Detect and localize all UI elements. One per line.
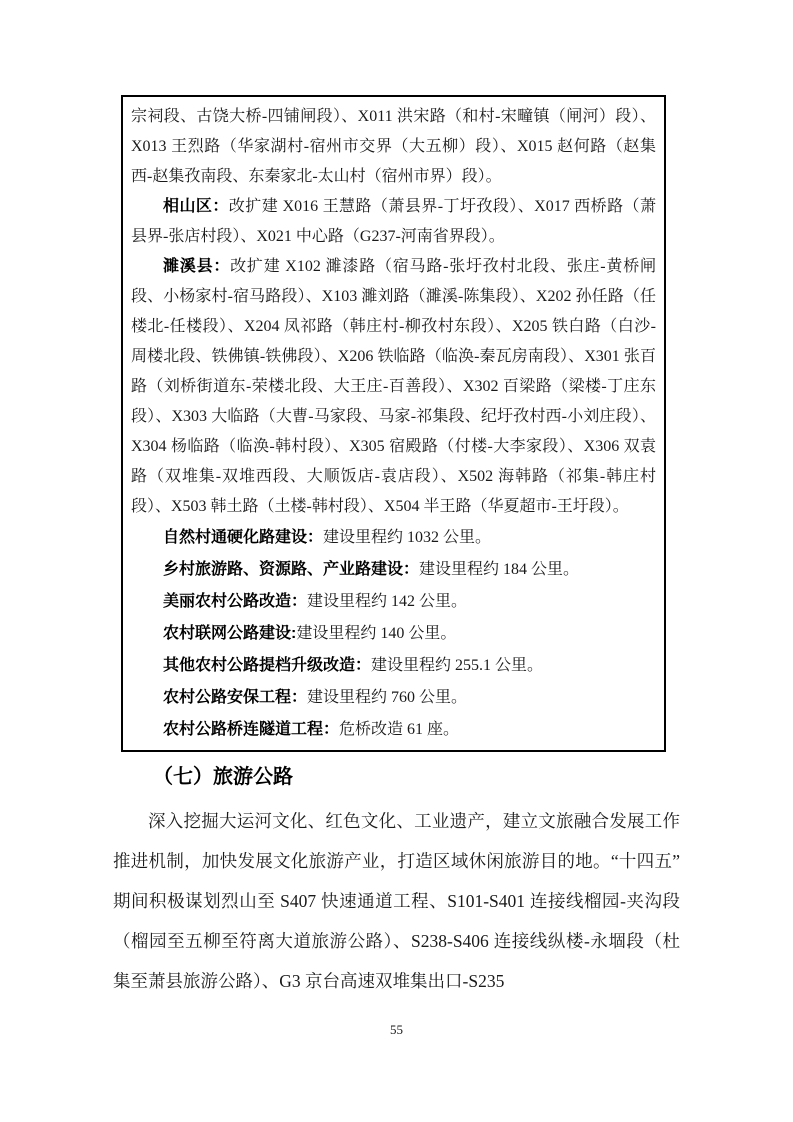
stat-label: 美丽农村公路改造： <box>163 593 308 610</box>
xiangshan-district-text: 改扩建 X016 王慧路（萧县界-丁圩孜段）、X017 西桥路（萧县界-张店村段）、X021 中心路（G237-河南省界段）。 <box>131 198 656 245</box>
suixi-county-label: 濉溪县： <box>163 258 231 275</box>
stat-rural-road-safety-project <box>131 682 656 714</box>
stat-natural-village-hardened-road <box>131 522 656 554</box>
stat-value: 建设里程约 142 公里。 <box>307 593 468 610</box>
stat-rural-network-road-construction <box>131 618 656 650</box>
paragraph-xiangshan-district <box>131 192 656 252</box>
stat-rural-road-bridge-tunnel-project <box>131 714 656 746</box>
stat-label: 自然村通硬化路建设： <box>163 529 324 546</box>
stat-label: 农村联网公路建设: <box>163 625 297 642</box>
paragraph-suixi-county <box>131 252 656 522</box>
section-heading-tourism-roads: （七）旅游公路 <box>153 766 293 788</box>
stat-value: 建设里程约 255.1 公里。 <box>371 657 544 674</box>
rural-roads-box <box>121 95 666 752</box>
stat-label: 乡村旅游路、资源路、产业路建设： <box>163 561 420 578</box>
xiangshan-district-label: 相山区： <box>163 198 229 215</box>
page-number: 55 <box>390 1022 403 1037</box>
stat-value: 建设里程约 184 公里。 <box>419 561 580 578</box>
stat-label: 农村公路安保工程： <box>163 689 308 706</box>
stat-rural-tourism-resource-industry-roads <box>131 554 656 586</box>
paragraph-county-roads-continuation: 宗祠段、古饶大桥-四铺闸段）、X011 洪宋路（和村-宋疃镇（闸河）段）、X013 王烈路（华家湖村-宿州市交界（大五柳）段）、X015 赵何路（赵集西-赵集孜南段、东秦家北-太山村（宿州市界）段）。 <box>131 108 656 185</box>
stat-value: 建设里程约 760 公里。 <box>307 689 468 706</box>
suixi-county-text: 改扩建 X102 濉漆路（宿马路-张圩孜村北段、张庄-黄桥闸段、小杨家村-宿马路段）、X103 濉刘路（濉溪-陈集段）、X202 孙任路（任楼北-任楼段）、X204 凤祁路（韩庄村-柳孜村东段）、X205 铁白路（白沙-周楼北段、铁佛镇-铁佛段）、X206 铁临路（临涣-秦瓦房南段）、X301 张百路（刘桥街道东-荣楼北段、大王庄-百善段）、X302 百梁路（梁楼-丁庄东段）、X303 大临路（大曹-马家段、马家-祁集段、纪圩孜村西-小刘庄段）、X304 杨临路（临涣-韩村段）、X305 宿殿路（付楼-大李家段）、X306 双袁路（双堆集-双堆西段、大顺饭店-袁店段）、X502 海韩路（祁集-韩庄村段）、X503 韩土路（土楼-韩村段）、X504 半王路（华夏超市-王圩段）。 <box>131 258 656 515</box>
paragraph-tourism-roads: 深入挖掘大运河文化、红色文化、工业遗产，建立文旅融合发展工作推进机制，加快发展文化旅游产业，打造区域休闲旅游目的地。“十四五”期间积极谋划烈山至 S407 快速通道工程、S101-S401 连接线榴园-夹沟段（榴园至五柳至符离大道旅游公路）、S238-S406 连接线纵楼-永堌段（杜集至萧县旅游公路）、G3 京台高速双堆集出口-S235 <box>113 811 680 991</box>
stat-other-rural-road-upgrades <box>131 650 656 682</box>
stat-label: 农村公路桥连隧道工程： <box>163 721 340 738</box>
stat-value: 建设里程约 1032 公里。 <box>323 529 492 546</box>
stat-value: 建设里程约 140 公里。 <box>296 625 457 642</box>
stat-beautiful-rural-road-renovation <box>131 586 656 618</box>
stat-label: 其他农村公路提档升级改造： <box>163 657 372 674</box>
stat-value: 危桥改造 61 座。 <box>339 721 460 738</box>
